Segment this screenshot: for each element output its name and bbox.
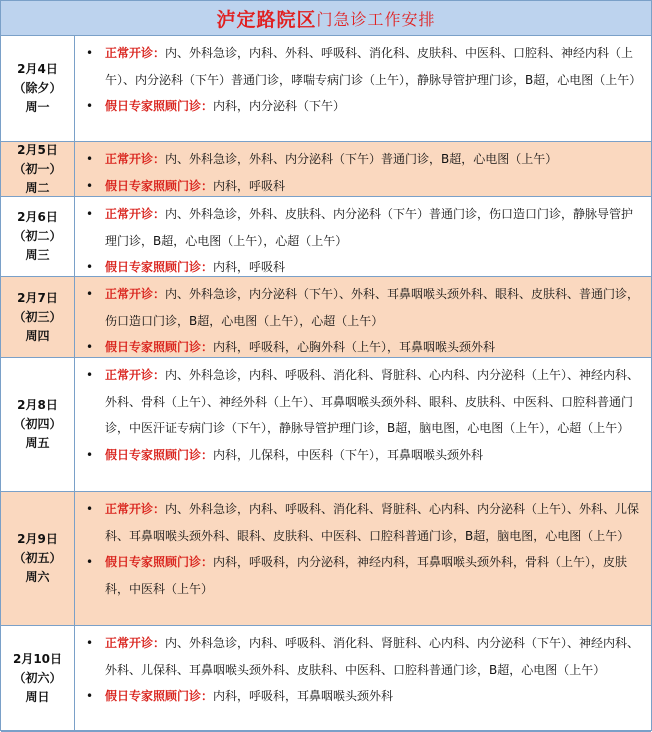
weekday-label: 周日 [25,690,50,704]
day-row [1,197,651,277]
lunar-label: （初四） [13,417,62,431]
bullet-icon: • [86,340,94,354]
weekday-label: 周一 [25,100,50,114]
title-sub: 门急诊工作安排 [316,9,436,29]
bullet-icon: • [86,555,94,569]
bullet-icon: • [86,99,94,113]
regular-clinic-item [75,630,645,683]
expert-text: 内科，呼吸科，内分泌科，神经内科，耳鼻咽喉头颈外科，骨科（上午），皮肤科，中医科（上午） [105,555,628,596]
date-label: 2月7日 [17,290,58,305]
date-cell [1,358,75,491]
bullet-icon: • [86,689,94,703]
expert-text: 内科，呼吸科，心胸外科（上午），耳鼻咽喉头颈外科 [213,340,496,354]
weekday-label: 周二 [25,180,50,195]
date-cell [1,142,75,196]
regular-clinic-item [75,281,645,334]
expert-label: 假日专家照顾门诊： [105,340,214,354]
weekday-label: 周四 [25,328,50,343]
expert-label: 假日专家照顾门诊： [105,689,214,703]
regular-text: 内、外科急诊，外科、皮肤科、内分泌科（下午）普通门诊，伤口造口门诊，静脉导管护理门诊，B超，心电图（上午），心超（上午） [105,207,634,248]
bullet-icon: • [86,178,94,193]
lunar-label: （初五） [13,551,62,565]
bullet-icon: • [86,207,94,221]
lunar-label: （除夕） [13,81,62,95]
day-row [1,142,651,197]
expert-label: 假日专家照顾门诊： [105,555,214,569]
day-row [1,358,651,492]
date-label: 2月8日 [17,398,58,412]
weekday-label: 周五 [25,436,50,450]
day-row [1,492,651,626]
regular-label: 正常开诊： [105,46,166,60]
regular-label: 正常开诊： [105,636,166,650]
regular-text: 内、外科急诊，内科、呼吸科、消化科、肾脏科、心内科、内分泌科（下午）、神经内科、外科、儿保科、耳鼻咽喉头颈外科、皮肤科、中医科、口腔科普通门诊，B超，心电图（上午） [105,636,640,677]
date-label: 2月5日 [17,142,58,157]
regular-clinic-item [75,40,645,93]
regular-text: 内、外科急诊，内分泌科（下午）、外科、耳鼻咽喉头颈外科、眼科、皮肤科、普通门诊，伤口造口门诊，B超，心电图（上午），心超（上午） [105,287,640,328]
expert-text: 内科，呼吸科 [213,178,286,193]
regular-text: 内、外科急诊，外科、内分泌科（下午）普通门诊，B超，心电图（上午） [165,152,558,166]
bullet-icon: • [86,636,94,650]
lunar-label: （初二） [13,229,62,243]
bullet-icon: • [86,368,94,382]
expert-label: 假日专家照顾门诊： [105,447,214,462]
weekday-label: 周三 [25,248,50,262]
expert-clinic-item [75,173,645,200]
date-label: 2月10日 [12,652,63,666]
expert-clinic-item [75,334,645,361]
expert-text: 内科，内分泌科（下午） [213,99,346,113]
regular-clinic-item [75,496,645,549]
expert-label: 假日专家照顾门诊： [105,99,214,113]
regular-clinic-item [75,146,645,173]
title-bar [1,1,651,36]
day-row [1,277,651,358]
bullet-icon: • [86,152,94,166]
regular-label: 正常开诊： [105,207,166,221]
expert-label: 假日专家照顾门诊： [105,260,214,274]
content-cell [75,142,651,196]
expert-text: 内科，呼吸科 [213,260,286,274]
day-row [1,626,651,732]
content-cell [75,626,651,731]
content-cell [75,492,651,625]
regular-label: 正常开诊： [105,502,166,516]
weekday-label: 周六 [25,570,50,584]
lunar-label: （初三） [13,309,62,324]
content-cell [75,277,651,357]
day-row [1,36,651,142]
expert-clinic-item [75,93,645,120]
bullet-icon: • [86,260,94,274]
date-label: 2月4日 [17,62,58,76]
regular-text: 内、外科急诊，内科、呼吸科、消化科、肾脏科、心内科、内分泌科（上午）、神经内科、外科、骨科（上午）、神经外科（上午）、耳鼻咽喉头颈外科、眼科、皮肤科、中医科、口腔科普通门诊，中医汗证专病门诊（下午），静脉导管护理门诊，B超，脑电图，心电图（上午），心超（上午） [105,368,640,435]
lunar-label: （初一） [13,161,62,176]
regular-label: 正常开诊： [105,368,166,382]
regular-label: 正常开诊： [105,152,166,166]
date-cell [1,277,75,357]
bullet-icon: • [86,46,94,60]
date-cell [1,36,75,141]
expert-text: 内科，呼吸科，耳鼻咽喉头颈外科 [213,689,394,703]
title-main: 泸定路院区 [216,8,317,31]
bullet-icon: • [86,447,94,462]
date-label: 2月6日 [17,210,58,224]
expert-label: 假日专家照顾门诊： [105,178,214,193]
expert-clinic-item [75,683,645,710]
lunar-label: （初六） [13,671,62,685]
expert-clinic-item [75,442,645,469]
expert-clinic-item [75,549,645,602]
date-cell [1,197,75,276]
content-cell [75,358,651,491]
content-cell [75,197,651,276]
expert-text: 内科，儿保科，中医科（下午），耳鼻咽喉头颈外科 [213,447,484,462]
regular-clinic-item [75,201,645,254]
regular-label: 正常开诊： [105,287,166,301]
bullet-icon: • [86,502,94,516]
content-cell [75,36,651,141]
date-cell [1,492,75,625]
regular-text: 内、外科急诊，内科、呼吸科、消化科、肾脏科、心内科、内分泌科（上午）、外科、儿保科、耳鼻咽喉头颈外科、眼科、皮肤科、中医科、口腔科普通门诊，B超，脑电图，心电图（上午） [105,502,640,543]
date-label: 2月9日 [17,532,58,546]
bullet-icon: • [86,287,94,301]
regular-clinic-item [75,362,645,442]
date-cell [1,626,75,731]
regular-text: 内、外科急诊，内科、外科、呼吸科、消化科、皮肤科、中医科、口腔科、神经内科（上午）、内分泌科（下午）普通门诊，哮喘专病门诊（上午），静脉导管护理门诊，B超，心电图（上午） [105,46,642,87]
